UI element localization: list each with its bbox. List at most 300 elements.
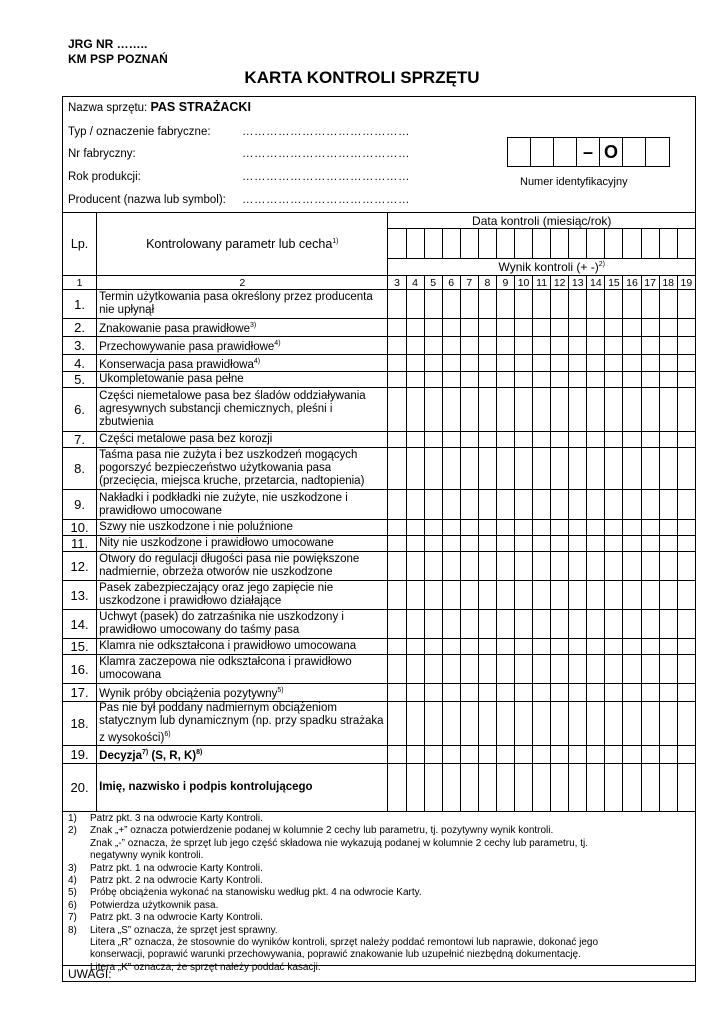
result-cell[interactable] <box>641 520 659 536</box>
result-cell[interactable] <box>551 372 569 388</box>
result-cell[interactable] <box>677 639 695 655</box>
result-cell[interactable] <box>388 764 406 812</box>
result-cell[interactable] <box>623 552 641 581</box>
result-cell[interactable] <box>605 336 623 354</box>
result-cell[interactable] <box>460 432 478 448</box>
result-cell[interactable] <box>659 536 677 552</box>
result-cell[interactable] <box>569 764 587 812</box>
result-cell[interactable] <box>515 432 533 448</box>
result-cell[interactable] <box>533 432 551 448</box>
result-cell[interactable] <box>460 746 478 764</box>
date-cell[interactable] <box>496 229 514 259</box>
result-cell[interactable] <box>587 655 605 684</box>
result-cell[interactable] <box>605 746 623 764</box>
result-cell[interactable] <box>641 764 659 812</box>
result-cell[interactable] <box>605 684 623 702</box>
result-cell[interactable] <box>677 552 695 581</box>
result-cell[interactable] <box>605 610 623 639</box>
result-cell[interactable] <box>478 536 496 552</box>
result-cell[interactable] <box>496 639 514 655</box>
result-cell[interactable] <box>569 552 587 581</box>
result-cell[interactable] <box>388 319 406 337</box>
result-cell[interactable] <box>641 684 659 702</box>
result-cell[interactable] <box>551 702 569 746</box>
result-cell[interactable] <box>515 746 533 764</box>
result-cell[interactable] <box>551 336 569 354</box>
result-cell[interactable] <box>677 746 695 764</box>
result-cell[interactable] <box>659 448 677 490</box>
result-cell[interactable] <box>623 490 641 520</box>
result-cell[interactable] <box>551 684 569 702</box>
result-cell[interactable] <box>424 581 442 610</box>
result-cell[interactable] <box>388 490 406 520</box>
date-cell[interactable] <box>587 229 605 259</box>
result-cell[interactable] <box>569 536 587 552</box>
result-cell[interactable] <box>569 702 587 746</box>
result-cell[interactable] <box>442 610 460 639</box>
result-cell[interactable] <box>533 490 551 520</box>
result-cell[interactable] <box>623 448 641 490</box>
result-cell[interactable] <box>551 746 569 764</box>
result-cell[interactable] <box>406 388 424 432</box>
result-cell[interactable] <box>424 552 442 581</box>
result-cell[interactable] <box>424 639 442 655</box>
result-cell[interactable] <box>677 354 695 372</box>
result-cell[interactable] <box>659 319 677 337</box>
result-cell[interactable] <box>533 655 551 684</box>
result-cell[interactable] <box>442 639 460 655</box>
result-cell[interactable] <box>478 388 496 432</box>
result-cell[interactable] <box>587 336 605 354</box>
result-cell[interactable] <box>478 319 496 337</box>
result-cell[interactable] <box>460 290 478 319</box>
result-cell[interactable] <box>587 448 605 490</box>
result-cell[interactable] <box>515 610 533 639</box>
result-cell[interactable] <box>460 448 478 490</box>
result-cell[interactable] <box>478 290 496 319</box>
result-cell[interactable] <box>533 354 551 372</box>
result-cell[interactable] <box>677 388 695 432</box>
result-cell[interactable] <box>659 764 677 812</box>
result-cell[interactable] <box>496 388 514 432</box>
result-cell[interactable] <box>442 319 460 337</box>
result-cell[interactable] <box>496 655 514 684</box>
result-cell[interactable] <box>515 290 533 319</box>
result-cell[interactable] <box>605 372 623 388</box>
result-cell[interactable] <box>478 336 496 354</box>
result-cell[interactable] <box>442 448 460 490</box>
result-cell[interactable] <box>569 490 587 520</box>
result-cell[interactable] <box>641 552 659 581</box>
result-cell[interactable] <box>533 520 551 536</box>
result-cell[interactable] <box>515 702 533 746</box>
result-cell[interactable] <box>533 581 551 610</box>
result-cell[interactable] <box>424 702 442 746</box>
result-cell[interactable] <box>587 552 605 581</box>
result-cell[interactable] <box>677 490 695 520</box>
result-cell[interactable] <box>623 610 641 639</box>
result-cell[interactable] <box>569 388 587 432</box>
result-cell[interactable] <box>623 639 641 655</box>
result-cell[interactable] <box>478 354 496 372</box>
result-cell[interactable] <box>442 581 460 610</box>
result-cell[interactable] <box>551 520 569 536</box>
result-cell[interactable] <box>677 432 695 448</box>
result-cell[interactable] <box>605 520 623 536</box>
result-cell[interactable] <box>442 388 460 432</box>
type-field[interactable]: …………………………………… <box>242 126 410 138</box>
result-cell[interactable] <box>623 746 641 764</box>
result-cell[interactable] <box>442 552 460 581</box>
result-cell[interactable] <box>388 610 406 639</box>
id-cell[interactable] <box>531 138 554 166</box>
date-cell[interactable] <box>442 229 460 259</box>
result-cell[interactable] <box>605 448 623 490</box>
result-cell[interactable] <box>659 552 677 581</box>
result-cell[interactable] <box>496 702 514 746</box>
result-cell[interactable] <box>641 490 659 520</box>
result-cell[interactable] <box>551 319 569 337</box>
result-cell[interactable] <box>587 684 605 702</box>
result-cell[interactable] <box>551 764 569 812</box>
result-cell[interactable] <box>460 684 478 702</box>
result-cell[interactable] <box>623 655 641 684</box>
result-cell[interactable] <box>677 319 695 337</box>
result-cell[interactable] <box>533 764 551 812</box>
result-cell[interactable] <box>623 764 641 812</box>
result-cell[interactable] <box>388 639 406 655</box>
result-cell[interactable] <box>569 372 587 388</box>
result-cell[interactable] <box>442 336 460 354</box>
date-cell[interactable] <box>677 229 695 259</box>
result-cell[interactable] <box>460 639 478 655</box>
result-cell[interactable] <box>515 684 533 702</box>
result-cell[interactable] <box>442 432 460 448</box>
date-cell[interactable] <box>569 229 587 259</box>
result-cell[interactable] <box>587 702 605 746</box>
result-cell[interactable] <box>641 388 659 432</box>
result-cell[interactable] <box>587 746 605 764</box>
result-cell[interactable] <box>424 536 442 552</box>
result-cell[interactable] <box>406 746 424 764</box>
result-cell[interactable] <box>641 702 659 746</box>
result-cell[interactable] <box>623 290 641 319</box>
result-cell[interactable] <box>605 536 623 552</box>
result-cell[interactable] <box>659 655 677 684</box>
result-cell[interactable] <box>388 702 406 746</box>
result-cell[interactable] <box>641 610 659 639</box>
result-cell[interactable] <box>388 372 406 388</box>
result-cell[interactable] <box>496 764 514 812</box>
result-cell[interactable] <box>605 432 623 448</box>
result-cell[interactable] <box>406 536 424 552</box>
result-cell[interactable] <box>406 655 424 684</box>
result-cell[interactable] <box>551 552 569 581</box>
result-cell[interactable] <box>478 764 496 812</box>
result-cell[interactable] <box>533 448 551 490</box>
result-cell[interactable] <box>460 372 478 388</box>
result-cell[interactable] <box>496 610 514 639</box>
result-cell[interactable] <box>569 746 587 764</box>
id-cell[interactable] <box>623 138 646 166</box>
date-cell[interactable] <box>659 229 677 259</box>
result-cell[interactable] <box>533 552 551 581</box>
result-cell[interactable] <box>460 520 478 536</box>
result-cell[interactable] <box>569 448 587 490</box>
result-cell[interactable] <box>406 432 424 448</box>
result-cell[interactable] <box>659 746 677 764</box>
result-cell[interactable] <box>515 319 533 337</box>
result-cell[interactable] <box>605 639 623 655</box>
result-cell[interactable] <box>406 490 424 520</box>
result-cell[interactable] <box>569 290 587 319</box>
result-cell[interactable] <box>442 490 460 520</box>
result-cell[interactable] <box>677 536 695 552</box>
result-cell[interactable] <box>515 552 533 581</box>
date-cell[interactable] <box>478 229 496 259</box>
result-cell[interactable] <box>677 702 695 746</box>
result-cell[interactable] <box>605 764 623 812</box>
result-cell[interactable] <box>442 536 460 552</box>
result-cell[interactable] <box>569 639 587 655</box>
result-cell[interactable] <box>442 764 460 812</box>
result-cell[interactable] <box>460 655 478 684</box>
result-cell[interactable] <box>406 448 424 490</box>
date-cell[interactable] <box>623 229 641 259</box>
result-cell[interactable] <box>569 432 587 448</box>
result-cell[interactable] <box>551 581 569 610</box>
result-cell[interactable] <box>533 388 551 432</box>
result-cell[interactable] <box>623 388 641 432</box>
result-cell[interactable] <box>478 490 496 520</box>
result-cell[interactable] <box>587 639 605 655</box>
result-cell[interactable] <box>424 319 442 337</box>
result-cell[interactable] <box>424 336 442 354</box>
result-cell[interactable] <box>424 432 442 448</box>
result-cell[interactable] <box>605 552 623 581</box>
date-cell[interactable] <box>406 229 424 259</box>
result-cell[interactable] <box>533 290 551 319</box>
result-cell[interactable] <box>659 520 677 536</box>
result-cell[interactable] <box>496 432 514 448</box>
result-cell[interactable] <box>605 581 623 610</box>
result-cell[interactable] <box>515 388 533 432</box>
result-cell[interactable] <box>605 354 623 372</box>
result-cell[interactable] <box>641 354 659 372</box>
result-cell[interactable] <box>460 354 478 372</box>
result-cell[interactable] <box>605 319 623 337</box>
result-cell[interactable] <box>388 655 406 684</box>
result-cell[interactable] <box>406 764 424 812</box>
result-cell[interactable] <box>424 372 442 388</box>
result-cell[interactable] <box>406 290 424 319</box>
result-cell[interactable] <box>515 448 533 490</box>
result-cell[interactable] <box>551 610 569 639</box>
result-cell[interactable] <box>388 581 406 610</box>
result-cell[interactable] <box>587 581 605 610</box>
result-cell[interactable] <box>406 354 424 372</box>
result-cell[interactable] <box>677 581 695 610</box>
result-cell[interactable] <box>496 746 514 764</box>
result-cell[interactable] <box>641 655 659 684</box>
result-cell[interactable] <box>659 290 677 319</box>
result-cell[interactable] <box>569 336 587 354</box>
result-cell[interactable] <box>569 354 587 372</box>
result-cell[interactable] <box>442 354 460 372</box>
result-cell[interactable] <box>641 536 659 552</box>
result-cell[interactable] <box>569 520 587 536</box>
result-cell[interactable] <box>533 639 551 655</box>
result-cell[interactable] <box>677 448 695 490</box>
result-cell[interactable] <box>569 684 587 702</box>
result-cell[interactable] <box>533 746 551 764</box>
result-cell[interactable] <box>587 610 605 639</box>
result-cell[interactable] <box>406 520 424 536</box>
result-cell[interactable] <box>515 764 533 812</box>
result-cell[interactable] <box>406 610 424 639</box>
date-cell[interactable] <box>641 229 659 259</box>
result-cell[interactable] <box>424 290 442 319</box>
id-cell[interactable] <box>508 138 531 166</box>
result-cell[interactable] <box>460 581 478 610</box>
result-cell[interactable] <box>641 290 659 319</box>
result-cell[interactable] <box>442 372 460 388</box>
result-cell[interactable] <box>641 319 659 337</box>
result-cell[interactable] <box>515 639 533 655</box>
date-cell[interactable] <box>533 229 551 259</box>
result-cell[interactable] <box>551 354 569 372</box>
result-cell[interactable] <box>677 764 695 812</box>
result-cell[interactable] <box>551 432 569 448</box>
year-field[interactable]: …………………………………… <box>242 171 410 183</box>
result-cell[interactable] <box>442 655 460 684</box>
result-cell[interactable] <box>587 319 605 337</box>
result-cell[interactable] <box>406 639 424 655</box>
serial-field[interactable]: …………………………………… <box>242 148 410 160</box>
result-cell[interactable] <box>551 388 569 432</box>
result-cell[interactable] <box>406 702 424 746</box>
result-cell[interactable] <box>496 536 514 552</box>
result-cell[interactable] <box>587 432 605 448</box>
result-cell[interactable] <box>460 319 478 337</box>
result-cell[interactable] <box>587 536 605 552</box>
result-cell[interactable] <box>442 746 460 764</box>
result-cell[interactable] <box>659 432 677 448</box>
result-cell[interactable] <box>388 354 406 372</box>
result-cell[interactable] <box>478 552 496 581</box>
result-cell[interactable] <box>587 764 605 812</box>
result-cell[interactable] <box>569 610 587 639</box>
result-cell[interactable] <box>677 372 695 388</box>
result-cell[interactable] <box>496 490 514 520</box>
result-cell[interactable] <box>677 290 695 319</box>
result-cell[interactable] <box>659 490 677 520</box>
result-cell[interactable] <box>388 336 406 354</box>
result-cell[interactable] <box>478 684 496 702</box>
result-cell[interactable] <box>659 684 677 702</box>
result-cell[interactable] <box>659 610 677 639</box>
result-cell[interactable] <box>677 610 695 639</box>
result-cell[interactable] <box>659 702 677 746</box>
result-cell[interactable] <box>478 520 496 536</box>
result-cell[interactable] <box>496 448 514 490</box>
result-cell[interactable] <box>460 610 478 639</box>
result-cell[interactable] <box>587 372 605 388</box>
result-cell[interactable] <box>478 610 496 639</box>
date-cell[interactable] <box>460 229 478 259</box>
date-cell[interactable] <box>515 229 533 259</box>
result-cell[interactable] <box>496 684 514 702</box>
result-cell[interactable] <box>406 372 424 388</box>
result-cell[interactable] <box>406 319 424 337</box>
result-cell[interactable] <box>496 552 514 581</box>
result-cell[interactable] <box>515 536 533 552</box>
result-cell[interactable] <box>388 552 406 581</box>
result-cell[interactable] <box>388 448 406 490</box>
result-cell[interactable] <box>424 684 442 702</box>
result-cell[interactable] <box>623 520 641 536</box>
result-cell[interactable] <box>424 764 442 812</box>
result-cell[interactable] <box>551 448 569 490</box>
result-cell[interactable] <box>641 336 659 354</box>
result-cell[interactable] <box>478 746 496 764</box>
result-cell[interactable] <box>388 746 406 764</box>
result-cell[interactable] <box>515 581 533 610</box>
date-cell[interactable] <box>551 229 569 259</box>
result-cell[interactable] <box>587 520 605 536</box>
result-cell[interactable] <box>533 610 551 639</box>
result-cell[interactable] <box>460 536 478 552</box>
result-cell[interactable] <box>533 536 551 552</box>
result-cell[interactable] <box>442 520 460 536</box>
result-cell[interactable] <box>605 655 623 684</box>
result-cell[interactable] <box>533 319 551 337</box>
result-cell[interactable] <box>478 639 496 655</box>
date-cell[interactable] <box>388 229 406 259</box>
result-cell[interactable] <box>424 520 442 536</box>
result-cell[interactable] <box>442 702 460 746</box>
result-cell[interactable] <box>478 372 496 388</box>
result-cell[interactable] <box>478 432 496 448</box>
result-cell[interactable] <box>533 336 551 354</box>
result-cell[interactable] <box>605 388 623 432</box>
result-cell[interactable] <box>388 290 406 319</box>
result-cell[interactable] <box>424 610 442 639</box>
result-cell[interactable] <box>406 581 424 610</box>
result-cell[interactable] <box>424 388 442 432</box>
result-cell[interactable] <box>478 581 496 610</box>
result-cell[interactable] <box>496 372 514 388</box>
result-cell[interactable] <box>442 684 460 702</box>
result-cell[interactable] <box>478 702 496 746</box>
id-cell[interactable] <box>554 138 577 166</box>
result-cell[interactable] <box>641 746 659 764</box>
result-cell[interactable] <box>569 581 587 610</box>
result-cell[interactable] <box>424 655 442 684</box>
result-cell[interactable] <box>496 290 514 319</box>
result-cell[interactable] <box>641 432 659 448</box>
result-cell[interactable] <box>551 536 569 552</box>
result-cell[interactable] <box>460 336 478 354</box>
result-cell[interactable] <box>677 684 695 702</box>
id-cell[interactable] <box>646 138 669 166</box>
result-cell[interactable] <box>623 702 641 746</box>
result-cell[interactable] <box>659 372 677 388</box>
result-cell[interactable] <box>388 520 406 536</box>
producer-field[interactable]: …………………………………… <box>242 194 410 206</box>
result-cell[interactable] <box>478 655 496 684</box>
result-cell[interactable] <box>460 388 478 432</box>
